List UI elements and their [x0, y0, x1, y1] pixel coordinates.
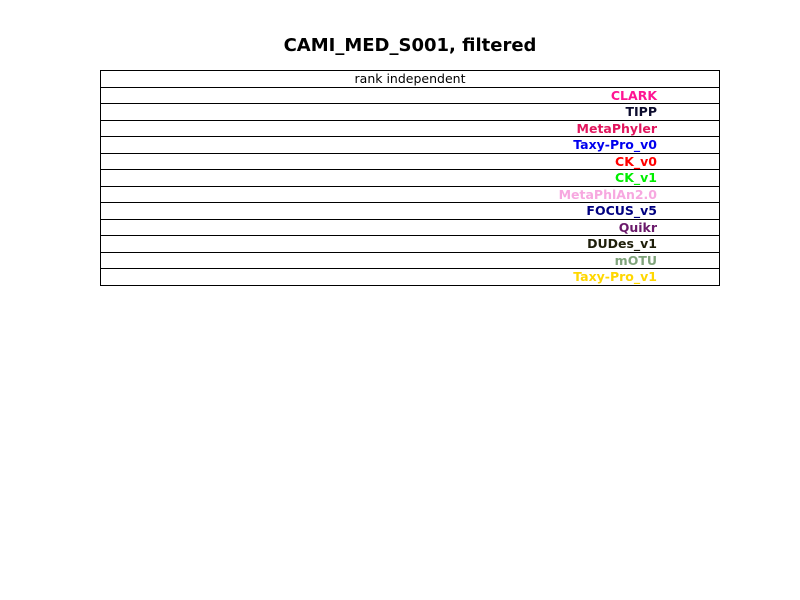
tool-label-quikr: Quikr: [101, 219, 720, 236]
tool-label-focus-v5: FOCUS_v5: [101, 203, 720, 220]
table-row: [101, 153, 720, 170]
table-row: [101, 137, 720, 154]
rank-table: [100, 70, 720, 286]
tool-label-metaphyler: MetaPhyler: [101, 120, 720, 137]
table-row: [101, 252, 720, 269]
table-header-row: [101, 71, 720, 88]
tool-label-tipp: TIPP: [101, 104, 720, 121]
table-row: [101, 219, 720, 236]
table-row: [101, 269, 720, 286]
table-row: [101, 203, 720, 220]
tool-label-ck-v0: CK_v0: [101, 153, 720, 170]
table-row: [101, 120, 720, 137]
column-header-rank-independent: rank independent: [101, 71, 720, 88]
tool-label-dudes-v1: DUDes_v1: [101, 236, 720, 253]
chart-title: CAMI_MED_S001, filtered: [283, 35, 537, 56]
tool-label-taxy-pro-v0: Taxy-Pro_v0: [101, 137, 720, 154]
table-row: [101, 104, 720, 121]
tool-label-clark: CLARK: [101, 87, 720, 104]
tool-label-metaphlan2-0: MetaPhlAn2.0: [101, 186, 720, 203]
table-row: [101, 236, 720, 253]
tool-label-taxy-pro-v1: Taxy-Pro_v1: [101, 269, 720, 286]
tool-label-ck-v1: CK_v1: [101, 170, 720, 187]
table-row: [101, 170, 720, 187]
tool-label-motu: mOTU: [101, 252, 720, 269]
table-row: [101, 186, 720, 203]
table-row: [101, 87, 720, 104]
rank-table-container: [100, 70, 720, 286]
